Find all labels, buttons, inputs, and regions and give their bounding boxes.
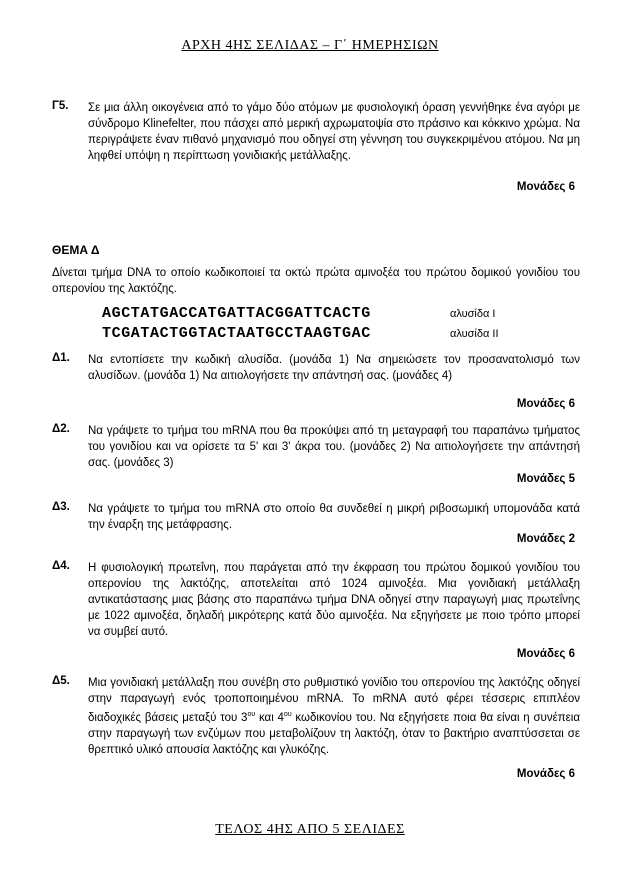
question-d5-text-a: Μια γονιδιακή μετάλλαξη που συνέβη στο ρυθμιστικό γονίδιο του οπερονίου της λακτόζης οδηγεί στην παραγωγή ενός τροποποιημένου mRNA. Το mRNA αυτό φέρει τέσσερις επιπλέον διαδοχικές βάσεις μεταξύ του 3	[88, 677, 580, 724]
question-d2-marks: Μονάδες 5	[516, 473, 575, 485]
question-d1-label: Δ1.	[52, 352, 70, 364]
section-title: ΘΕΜΑ Δ	[52, 243, 100, 257]
question-d5-text	[88, 675, 580, 758]
page-footer	[0, 822, 620, 838]
dna-strand-2-label: αλυσίδα ΙΙ	[450, 328, 499, 340]
question-d3-marks: Μονάδες 2	[516, 533, 575, 545]
question-d1-marks: Μονάδες 6	[516, 398, 575, 410]
question-d2-text: Να γράψετε το τμήμα του mRNA που θα προκύψει από τη μεταγραφή του παραπάνω τμήματος του γονιδίου και να ορίσετε τα 5' και 3' άκρα του. (μονάδες 2) Να αιτιολογήσετε την απάντησή σας. (μονάδες 3)	[88, 425, 580, 469]
question-d5-text-c: κωδικονίου του. Να εξηγήσετε ποια θα είναι η συνέπεια στην παραγωγή των ενζύμων που μεταβολίζουν τη λακτόζη, όταν το βακτήριο αναπτύσσεται σε θρεπτικό υλικό απουσία λακτόζης και γλυκόζης.	[88, 711, 580, 756]
question-d1-text: Να εντοπίσετε την κωδική αλυσίδα. (μονάδα 1) Να σημειώσετε τον προσανατολισμό των αλυσίδων. (μονάδα 1) Να αιτιολογήσετε την απάντησή σας. (μονάδες 4)	[88, 354, 580, 382]
question-d4-marks: Μονάδες 6	[516, 648, 575, 660]
question-d3	[52, 501, 580, 533]
question-d5	[52, 675, 580, 758]
dna-strand-1-label: αλυσίδα Ι	[450, 308, 496, 320]
question-d5-text-b: και 4	[255, 711, 284, 724]
question-d4	[52, 560, 580, 640]
dna-strand-2: TCGATACTGGTACTAATGCCTAAGTGAC	[102, 325, 371, 342]
question-g5-marks: Μονάδες 6	[516, 181, 575, 193]
question-d2	[52, 423, 580, 471]
section-intro: Δίνεται τμήμα DNA το οποίο κωδικοποιεί τα οκτώ πρώτα αμινοξέα του πρώτου δομικού γονιδίου του οπερονίου της λακτόζης.	[52, 267, 580, 295]
question-d3-label: Δ3.	[52, 501, 70, 513]
question-d5-marks: Μονάδες 6	[516, 768, 575, 780]
page-footer-text: ΤΕΛΟΣ 4ΗΣ ΑΠΟ 5 ΣΕΛΙΔΕΣ	[215, 822, 405, 837]
question-d4-label: Δ4.	[52, 560, 70, 572]
page-header	[0, 38, 620, 54]
question-d1	[52, 352, 580, 384]
ordinal-suffix-4: ου	[283, 711, 292, 718]
question-d5-label: Δ5.	[52, 675, 70, 687]
dna-strand-1: AGCTATGACCATGATTACGGATTCACTG	[102, 305, 371, 322]
ordinal-suffix-3: ου	[247, 711, 256, 718]
question-d3-text: Να γράψετε το τμήμα του mRNA στο οποίο θα συνδεθεί η μικρή ριβοσωμική υπομονάδα κατά την έναρξη της μετάφρασης.	[88, 503, 580, 531]
question-d2-label: Δ2.	[52, 423, 70, 435]
question-d4-text: Η φυσιολογική πρωτεΐνη, που παράγεται από την έκφραση του πρώτου δομικού γονιδίου του οπερονίου της λακτόζης, αποτελείται από 1024 αμινοξέα. Μια γονιδιακή μετάλλαξη αντικατάστασης μιας βάσης στο παραπάνω τμήμα DNA οδηγεί στην παραγωγή μιας πρωτεΐνης με 1022 αμινοξέα, δηλαδή μικρότερης κατά δύο αμινοξέα. Να εξηγήσετε με ποιο τρόπο μπορεί να συμβεί αυτό.	[88, 562, 580, 638]
page-header-text: ΑΡΧΗ 4ΗΣ ΣΕΛΙΔΑΣ – Γ΄ ΗΜΕΡΗΣΙΩΝ	[181, 38, 439, 53]
question-g5-label: Γ5.	[52, 100, 69, 112]
question-g5	[52, 100, 580, 164]
question-g5-text: Σε μια άλλη οικογένεια από το γάμο δύο ατόμων με φυσιολογική όραση γεννήθηκε ένα αγόρι με σύνδρομο Klinefelter, που πάσχει από μερική αχρωματοψία στο πράσινο και κόκκινο χρώμα. Να περιγράψετε έναν πιθανό μηχανισμό που οδηγεί στη γέννηση του συγκεκριμένου ατόμου. Να μη ληφθεί υπόψη η περίπτωση γονιδιακής μετάλλαξης.	[88, 102, 580, 162]
